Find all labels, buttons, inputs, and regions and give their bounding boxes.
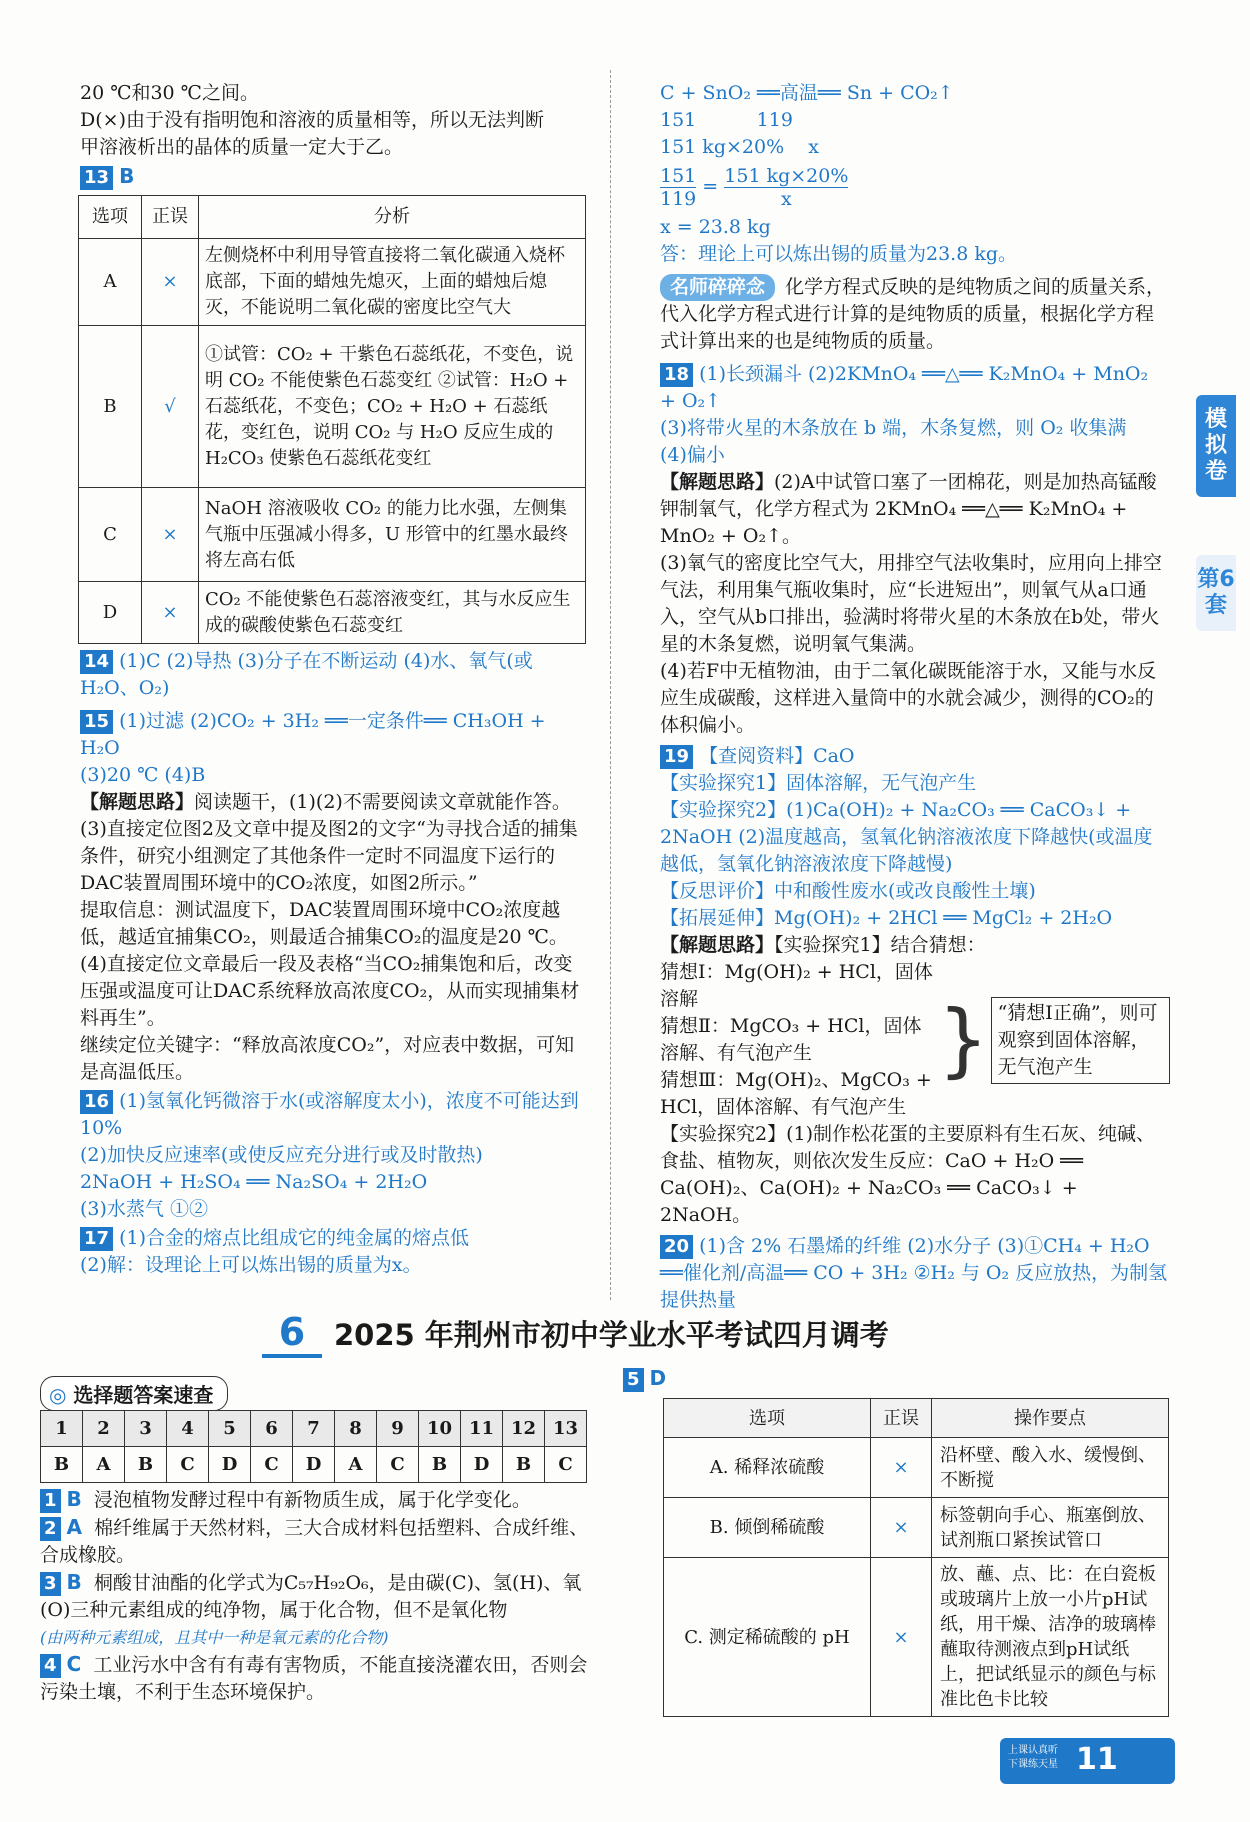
answer-letter: B — [66, 1487, 82, 1511]
explanation: 桐酸甘油酯的化学式为C₅₇H₉₂O₆，是由碳(C)、氢(H)、氧(O)三种元素组成的纯净物，属于化合物，但不是氧化物 — [40, 1572, 582, 1621]
answer-text: (3)将带火星的木条放在 b 端，木条复燃，则 O₂ 收集满 — [660, 417, 1127, 439]
grid-number: 12 — [503, 1411, 545, 1447]
side-tab-mock: 模拟卷 — [1196, 395, 1236, 497]
answer-text: (1)含 2% 石墨烯的纤维 (2)水分子 (3)①CH₄ + H₂O ══催化剂/高温══ CO + 3H₂ ②H₂ 与 O₂ 反应放热，为制氢提供热量 — [660, 1235, 1168, 1311]
table-cell: A — [79, 239, 142, 326]
table-cell: CO₂ 不能使紫色石蕊溶液变红，其与水反应生成的碳酸使紫色石蕊变红 — [199, 582, 586, 644]
guess-line: 猜想Ⅲ：Mg(OH)₂、MgCO₃ + HCl，固体溶解、有气泡产生 — [660, 1069, 932, 1118]
answer-letter: A — [66, 1515, 83, 1539]
column-divider — [610, 70, 611, 1300]
answer-text: 【查阅资料】CaO — [699, 745, 855, 767]
table-cell: 左侧烧杯中利用导管直接将二氧化碳通入烧杯底部，下面的蜡烛先熄灭，上面的蜡烛后熄灭，不能说明二氧化碳的密度比空气大 — [199, 239, 586, 326]
grid-answer: D — [209, 1447, 251, 1483]
think-text: (3)氧气的密度比空气大，用排空气法收集时，应用向上排空气法，利用集气瓶收集时，应“长进短出”，则氧气从a口通入，空气从b口排出，验满时将带火星的木条放在b处，带火星的木条复燃，说明氧气集满。 — [660, 552, 1162, 655]
final-answer: 答：理论上可以炼出锡的质量为23.8 kg。 — [660, 243, 1018, 265]
guess-line: 猜想Ⅱ：MgCO₃ + HCl，固体溶解、有气泡产生 — [660, 1015, 922, 1064]
question-number: 18 — [660, 363, 693, 387]
mass-line: 151 119 — [660, 109, 793, 131]
quick-answer-label: ◎ 选择题答案速查 — [40, 1376, 228, 1411]
answer-text: (1)合金的熔点比组成它的纯金属的熔点低 — [119, 1227, 469, 1249]
answer-text: (3)20 ℃ (4)B — [80, 764, 206, 786]
table-header: 正误 — [871, 1399, 932, 1438]
question-number: 3 — [40, 1572, 61, 1596]
grid-number: 8 — [335, 1411, 377, 1447]
table-header: 操作要点 — [932, 1399, 1169, 1438]
text-line: 甲溶液析出的晶体的质量一定大于乙。 — [80, 136, 404, 158]
table-cell: C. 测定稀硫酸的 pH — [664, 1558, 871, 1717]
guess-line: 猜想Ⅰ：Mg(OH)₂ + HCl，固体溶解 — [660, 961, 933, 1010]
question-number: 13 — [80, 166, 113, 190]
equation: C + SnO₂ ══高温══ Sn + CO₂↑ — [660, 82, 954, 104]
grid-answer: B — [125, 1447, 167, 1483]
conclusion-box: “猜想Ⅰ正确”，则可观察到固体溶解，无气泡产生 — [991, 997, 1170, 1084]
table-cell: ①试管：CO₂ + 干紫色石蕊纸花，不变色，说明 CO₂ 不能使紫色石蕊变红 ②试管：H₂O + 石蕊纸花，不变色；CO₂ + H₂O + 石蕊纸花，变红色，说明 CO₂ 与 H₂O 反应生成的 H₂CO₃ 使紫色石蕊纸花变红 — [199, 326, 586, 488]
handwritten-note: (由两种元素组成，且其中一种是氧元素的化合物) — [40, 1628, 389, 1647]
grid-answer: C — [251, 1447, 293, 1483]
answer-text: (4)偏小 — [660, 444, 725, 466]
table-cell: C — [79, 488, 142, 582]
q5-table — [663, 1398, 1169, 1717]
text-line: 20 ℃和30 ℃之间。 — [80, 82, 259, 104]
question-number: 20 — [660, 1235, 693, 1259]
question-number: 16 — [80, 1090, 113, 1114]
answer-text: 【实验探究1】固体溶解，无气泡产生 — [660, 772, 977, 794]
grid-answer: A — [83, 1447, 125, 1483]
grid-number: 2 — [83, 1411, 125, 1447]
think-text: (4)直接定位文章最后一段及表格“当CO₂捕集饱和后，改变压强或温度可让DAC系统释放高浓度CO₂，从而实现捕集材料再生”。 — [80, 953, 580, 1029]
explanation: 浸泡植物发酵过程中有新物质生成，属于化学变化。 — [93, 1489, 531, 1511]
grid-number: 11 — [461, 1411, 503, 1447]
side-tab-set: 第6套 — [1196, 555, 1236, 631]
think-text: (4)若F中无植物油，由于二氧化碳既能溶于水，又能与水反应生成碳酸，这样进入量筒中的水就会减少，测得的CO₂的体积偏小。 — [660, 660, 1157, 736]
explanation: 工业污水中含有有毒有害物质，不能直接浇灌农田，否则会污染土壤，不利于生态环境保护。 — [40, 1654, 588, 1703]
question-number: 14 — [80, 650, 113, 674]
think-text: 【实验探究2】(1)制作松花蛋的主要原料有生石灰、纯碱、食盐、植物灰，则依次发生反应：CaO + H₂O ══ Ca(OH)₂、Ca(OH)₂ + Na₂CO₃ ══ CaCO₃↓ + 2NaOH。 — [660, 1123, 1156, 1226]
think-tag: 【解题思路】 — [80, 791, 195, 813]
q5-header — [623, 1366, 666, 1392]
table-cell: D — [79, 582, 142, 644]
table-cell: A. 稀释浓硫酸 — [664, 1438, 871, 1498]
answer-text: (2)解：设理论上可以炼出锡的质量为x。 — [80, 1254, 422, 1276]
table-cell: 沿杯壁、酸入水、缓慢倒、不断搅 — [932, 1438, 1169, 1498]
table-cell: 放、蘸、点、比：在白瓷板或玻璃片上放一小片pH试纸，用干燥、洁净的玻璃棒蘸取待测液点到pH试纸上，把试纸显示的颜色与标准比色卡比较 — [932, 1558, 1169, 1717]
grid-number: 5 — [209, 1411, 251, 1447]
grid-number: 6 — [251, 1411, 293, 1447]
table-header: 正误 — [142, 196, 199, 239]
think-text: 阅读题干，(1)(2)不需要阅读文章就能作答。 — [194, 791, 571, 813]
think-text: 提取信息：测试温度下，DAC装置周围环境中CO₂浓度越低，越适宜捕集CO₂，则最适合捕集CO₂的温度是20 ℃。 — [80, 899, 568, 948]
grid-number: 10 — [419, 1411, 461, 1447]
result: x = 23.8 kg — [660, 216, 771, 238]
brace-icon: } — [937, 993, 989, 1086]
section-number: 6 — [262, 1310, 322, 1358]
grid-answer: C — [167, 1447, 209, 1483]
question-number: 5 — [623, 1368, 644, 1392]
answer-letter: B — [119, 164, 135, 188]
grid-number: 9 — [377, 1411, 419, 1447]
teacher-note-tag: 名师碎碎念 — [660, 274, 775, 301]
table-cell: × — [142, 239, 199, 326]
table-cell: × — [871, 1558, 932, 1717]
right-column: C + SnO₂ ══高温══ Sn + CO₂↑ 151 119 151 kg×20% x $\frac{151}{119}$ = $\frac{151 kg\times 20\%}{x}$ x = 23.8 kg 答：理论上可以炼出锡的质量为23.8 kg。 名师碎碎念 化学方程式反映的是纯物质之间的质量关系，代入化学方程式进行计算的是纯物质的质量，根据化学方程式计算出来的也是纯物质的质量。 18 (1)长颈漏斗 (2)2KMnO₄ ══△══ K₂MnO₄ + MnO₂ + O₂↑ (3)将带火星的木条放在 b 端，木条复燃，则 O₂ 收集满 (4)偏小 【解题思路】(2)A中试管口塞了一团棉花，则是加热高锰酸钾制氧气，化学方程式为 2KMnO₄ ══△══ K₂MnO₄ + MnO₂ + O₂↑。 (3)氧气的密度比空气大，用排空气法收集时，应用向上排空气法，利用集气瓶收集时，应“长进短出”，则氧气从a口通入，空气从b口排出，验满时将带火星的木条放在b处，带火星的木条复燃，说明氧气集满。 (4)若F中无植物油，由于二氧化碳既能溶于水，又能与水反应生成碳酸，这样进入量筒中的水就会减少，测得的CO₂的体积偏小。 19 【查阅资料】CaO 【实验探究1】固体溶解，无气泡产生 【实验探究2】(1)Ca(OH)₂ + Na₂CO₃ ══ CaCO₃↓ + 2NaOH (2)温度越高，氢氧化钠溶液浓度下降越快(或温度越低，氢氧化钠溶液浓度下降越慢) 【反思评价】中和酸性废水(或改良酸性土壤) 【拓展延伸】Mg(OH)₂ + 2HCl ══ MgCl₂ + 2H₂O 【解题思路】【实验探究1】结合猜想： 猜想Ⅰ：Mg(OH)₂ + HCl，固体溶解 猜想Ⅱ：MgCO₃ + HCl，固体溶解、有气泡产生 猜想Ⅲ：Mg(OH)₂、MgCO₃ + HCl，固体溶解、有气泡产生 } “猜想Ⅰ正确”，则可观察到固体溶解，无气泡产生 【实验探究2】(1)制作松花蛋的主要原料有生石灰、纯碱、食盐、植物灰，则依次发生反应：CaO + H₂O ══ Ca(OH)₂、Ca(OH)₂ + Na₂CO₃ ══ CaCO₃↓ + 2NaOH。 20 (1)含 2% 石墨烯的纤维 (2)水分子 (3)①CH₄ + H₂O ══催化剂/高温══ CO + 3H₂ ②H₂ 与 O₂ 反应放热，为制氢提供热量 — [660, 80, 1170, 1314]
table-cell: √ — [142, 326, 199, 488]
think-text: 继续定位关键字：“释放高浓度CO₂”，对应表中数据，可知是高温低压。 — [80, 1034, 575, 1083]
answer-text: (2)加快反应速率(或使反应充分进行或及时散热) — [80, 1144, 483, 1166]
slogan: 上课认真听 — [1008, 1745, 1058, 1756]
answer-text: (1)长颈漏斗 (2)2KMnO₄ ══△══ K₂MnO₄ + MnO₂ + O₂↑ — [660, 363, 1149, 412]
think-tag: 【解题思路】 — [660, 934, 775, 956]
section6-left — [40, 1486, 600, 1706]
question-number: 4 — [40, 1654, 61, 1678]
section-title — [262, 1310, 889, 1358]
answer-letter: C — [66, 1652, 82, 1676]
think-text: 【实验探究1】结合猜想： — [774, 934, 986, 956]
answer-text: (3)水蒸气 ①② — [80, 1198, 208, 1220]
table-cell: B — [79, 326, 142, 488]
left-column — [80, 80, 590, 1279]
grid-answer: D — [293, 1447, 335, 1483]
guess-block — [660, 959, 1170, 1121]
table-cell: B. 倾倒稀硫酸 — [664, 1498, 871, 1558]
table-header: 选项 — [79, 196, 142, 239]
fraction-right: $\frac{151 kg\times 20\%}{x}$ — [724, 165, 849, 210]
grid-answer: C — [377, 1447, 419, 1483]
grid-number: 13 — [545, 1411, 587, 1447]
grid-answer: B — [503, 1447, 545, 1483]
table-header: 选项 — [664, 1399, 871, 1438]
magnifier-icon: ◎ — [49, 1383, 67, 1407]
text-line: D(×)由于没有指明饱和溶液的质量相等，所以无法判断 — [80, 109, 544, 131]
think-text: (2)A中试管口塞了一团棉花，则是加热高锰酸钾制氧气，化学方程式为 2KMnO₄ ══△══ K₂MnO₄ + MnO₂ + O₂↑。 — [660, 471, 1157, 547]
answer-letter: B — [66, 1570, 82, 1594]
question-number: 2 — [40, 1517, 61, 1541]
table-cell: × — [871, 1438, 932, 1498]
answer-text: (1)C (2)导热 (3)分子在不断运动 (4)水、氧气(或H₂O、O₂) — [80, 650, 533, 699]
answer-text: 【实验探究2】(1)Ca(OH)₂ + Na₂CO₃ ══ CaCO₃↓ + 2NaOH (2)温度越高，氢氧化钠溶液浓度下降越快(或温度越低，氢氧化钠溶液浓度下降越慢) — [660, 799, 1153, 875]
think-text: (3)直接定位图2及文章中提及图2的文字“为寻找合适的捕集条件，研究小组测定了其他条件一定时不同温度下运行的DAC装置周围环境中的CO₂浓度，如图2所示。” — [80, 818, 578, 894]
grid-answer: D — [461, 1447, 503, 1483]
mass-line: 151 kg×20% x — [660, 136, 820, 158]
grid-answer: C — [545, 1447, 587, 1483]
answer-text: (1)过滤 (2)CO₂ + 3H₂ ══一定条件══ CH₃OH + H₂O — [80, 710, 546, 759]
page-footer — [1000, 1738, 1175, 1784]
explanation: 棉纤维属于天然材料，三大合成材料包括塑料、合成纤维、合成橡胶。 — [40, 1517, 589, 1566]
grid-number: 3 — [125, 1411, 167, 1447]
grid-answer: B — [41, 1447, 83, 1483]
answer-letter: D — [649, 1366, 667, 1390]
slogan: 下课练天星 — [1008, 1759, 1058, 1770]
table-cell: NaOH 溶液吸收 CO₂ 的能力比水强，左侧集气瓶中压强减小得多，U 形管中的红墨水最终将左高右低 — [199, 488, 586, 582]
question-number: 15 — [80, 710, 113, 734]
grid-number: 1 — [41, 1411, 83, 1447]
answer-grid — [40, 1410, 587, 1483]
grid-number: 4 — [167, 1411, 209, 1447]
fraction-left: $\frac{151}{119}$ — [660, 165, 697, 210]
grid-answer: B — [419, 1447, 461, 1483]
grid-answer: A — [335, 1447, 377, 1483]
table-cell: × — [871, 1498, 932, 1558]
table-cell: × — [142, 582, 199, 644]
answer-text: (1)氢氧化钙微溶于水(或溶解度太小)，浓度不可能达到10% — [80, 1090, 579, 1139]
answer-text: 【反思评价】中和酸性废水(或改良酸性土壤) — [660, 880, 1036, 902]
table-cell: 标签朝向手心、瓶塞倒放、试剂瓶口紧挨试管口 — [932, 1498, 1169, 1558]
table-header: 分析 — [199, 196, 586, 239]
question-number: 17 — [80, 1227, 113, 1251]
table-cell: × — [142, 488, 199, 582]
think-tag: 【解题思路】 — [660, 471, 775, 493]
grid-number: 7 — [293, 1411, 335, 1447]
question-number: 19 — [660, 745, 693, 769]
q13-analysis-table — [78, 195, 586, 644]
answer-text: 2NaOH + H₂SO₄ ══ Na₂SO₄ + 2H₂O — [80, 1171, 428, 1193]
teacher-note: 化学方程式反映的是纯物质之间的质量关系，代入化学方程式进行计算的是纯物质的质量，根据化学方程式计算出来的也是纯物质的质量。 — [660, 276, 1166, 352]
question-number: 1 — [40, 1489, 61, 1513]
answer-text: 【拓展延伸】Mg(OH)₂ + 2HCl ══ MgCl₂ + 2H₂O — [660, 907, 1113, 929]
section-title-text: 2025 年荆州市初中学业水平考试四月调考 — [334, 1318, 889, 1352]
page-number: 11 — [1076, 1742, 1118, 1777]
